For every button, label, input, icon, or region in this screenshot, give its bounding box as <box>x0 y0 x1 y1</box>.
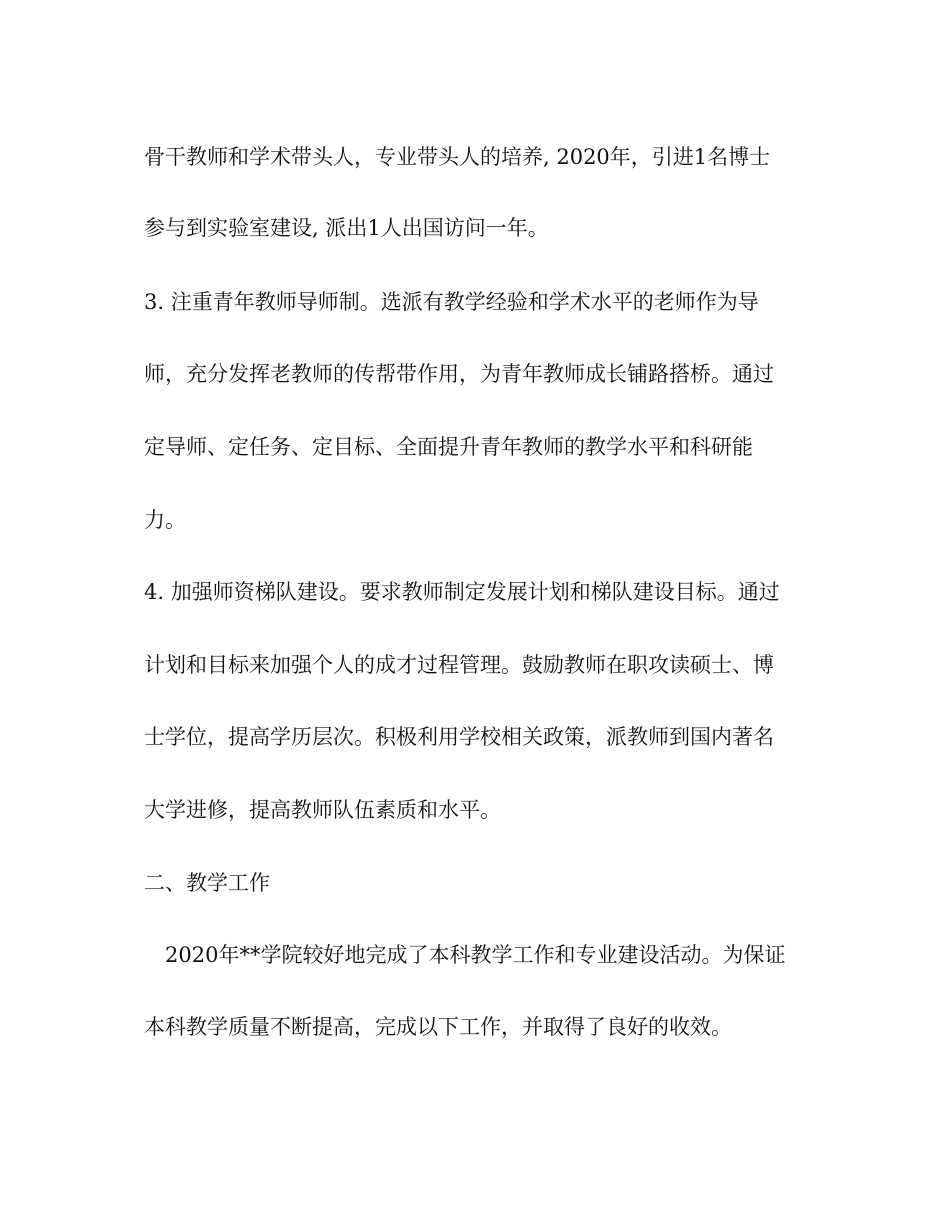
list-item-3-line: 3. 注重青年教师导师制。选派有教学经验和学术水平的老师作为导 <box>144 290 759 314</box>
paragraph-line: 大学进修，提高教师队伍素质和水平。 <box>144 798 501 822</box>
paragraph-line: 本科教学质量不断提高，完成以下工作，并取得了良好的收效。 <box>144 1015 732 1039</box>
paragraph-line: 定导师、定任务、定目标、全面提升青年教师的教学水平和科研能 <box>144 435 753 459</box>
paragraph-line: 师，充分发挥老教师的传帮带作用，为青年教师成长铺路搭桥。通过 <box>144 362 774 386</box>
list-item-4-line: 4. 加强师资梯队建设。要求教师制定发展计划和梯队建设目标。通过 <box>144 580 780 604</box>
paragraph-line: 力。 <box>144 508 186 532</box>
paragraph-line: 2020年**学院较好地完成了本科教学工作和专业建设活动。为保证 <box>165 943 786 967</box>
paragraph-line: 参与到实验室建设, 派出1人出国访问一年。 <box>144 216 549 240</box>
paragraph-line: 计划和目标来加强个人的成才过程管理。鼓励教师在职攻读硕士、博 <box>144 653 774 677</box>
section-heading: 二、教学工作 <box>144 871 270 895</box>
paragraph-line: 士学位，提高学历层次。积极利用学校相关政策，派教师到国内著名 <box>144 725 774 749</box>
paragraph-line: 骨干教师和学术带头人，专业带头人的培养, 2020年，引进1名博士 <box>144 145 771 169</box>
